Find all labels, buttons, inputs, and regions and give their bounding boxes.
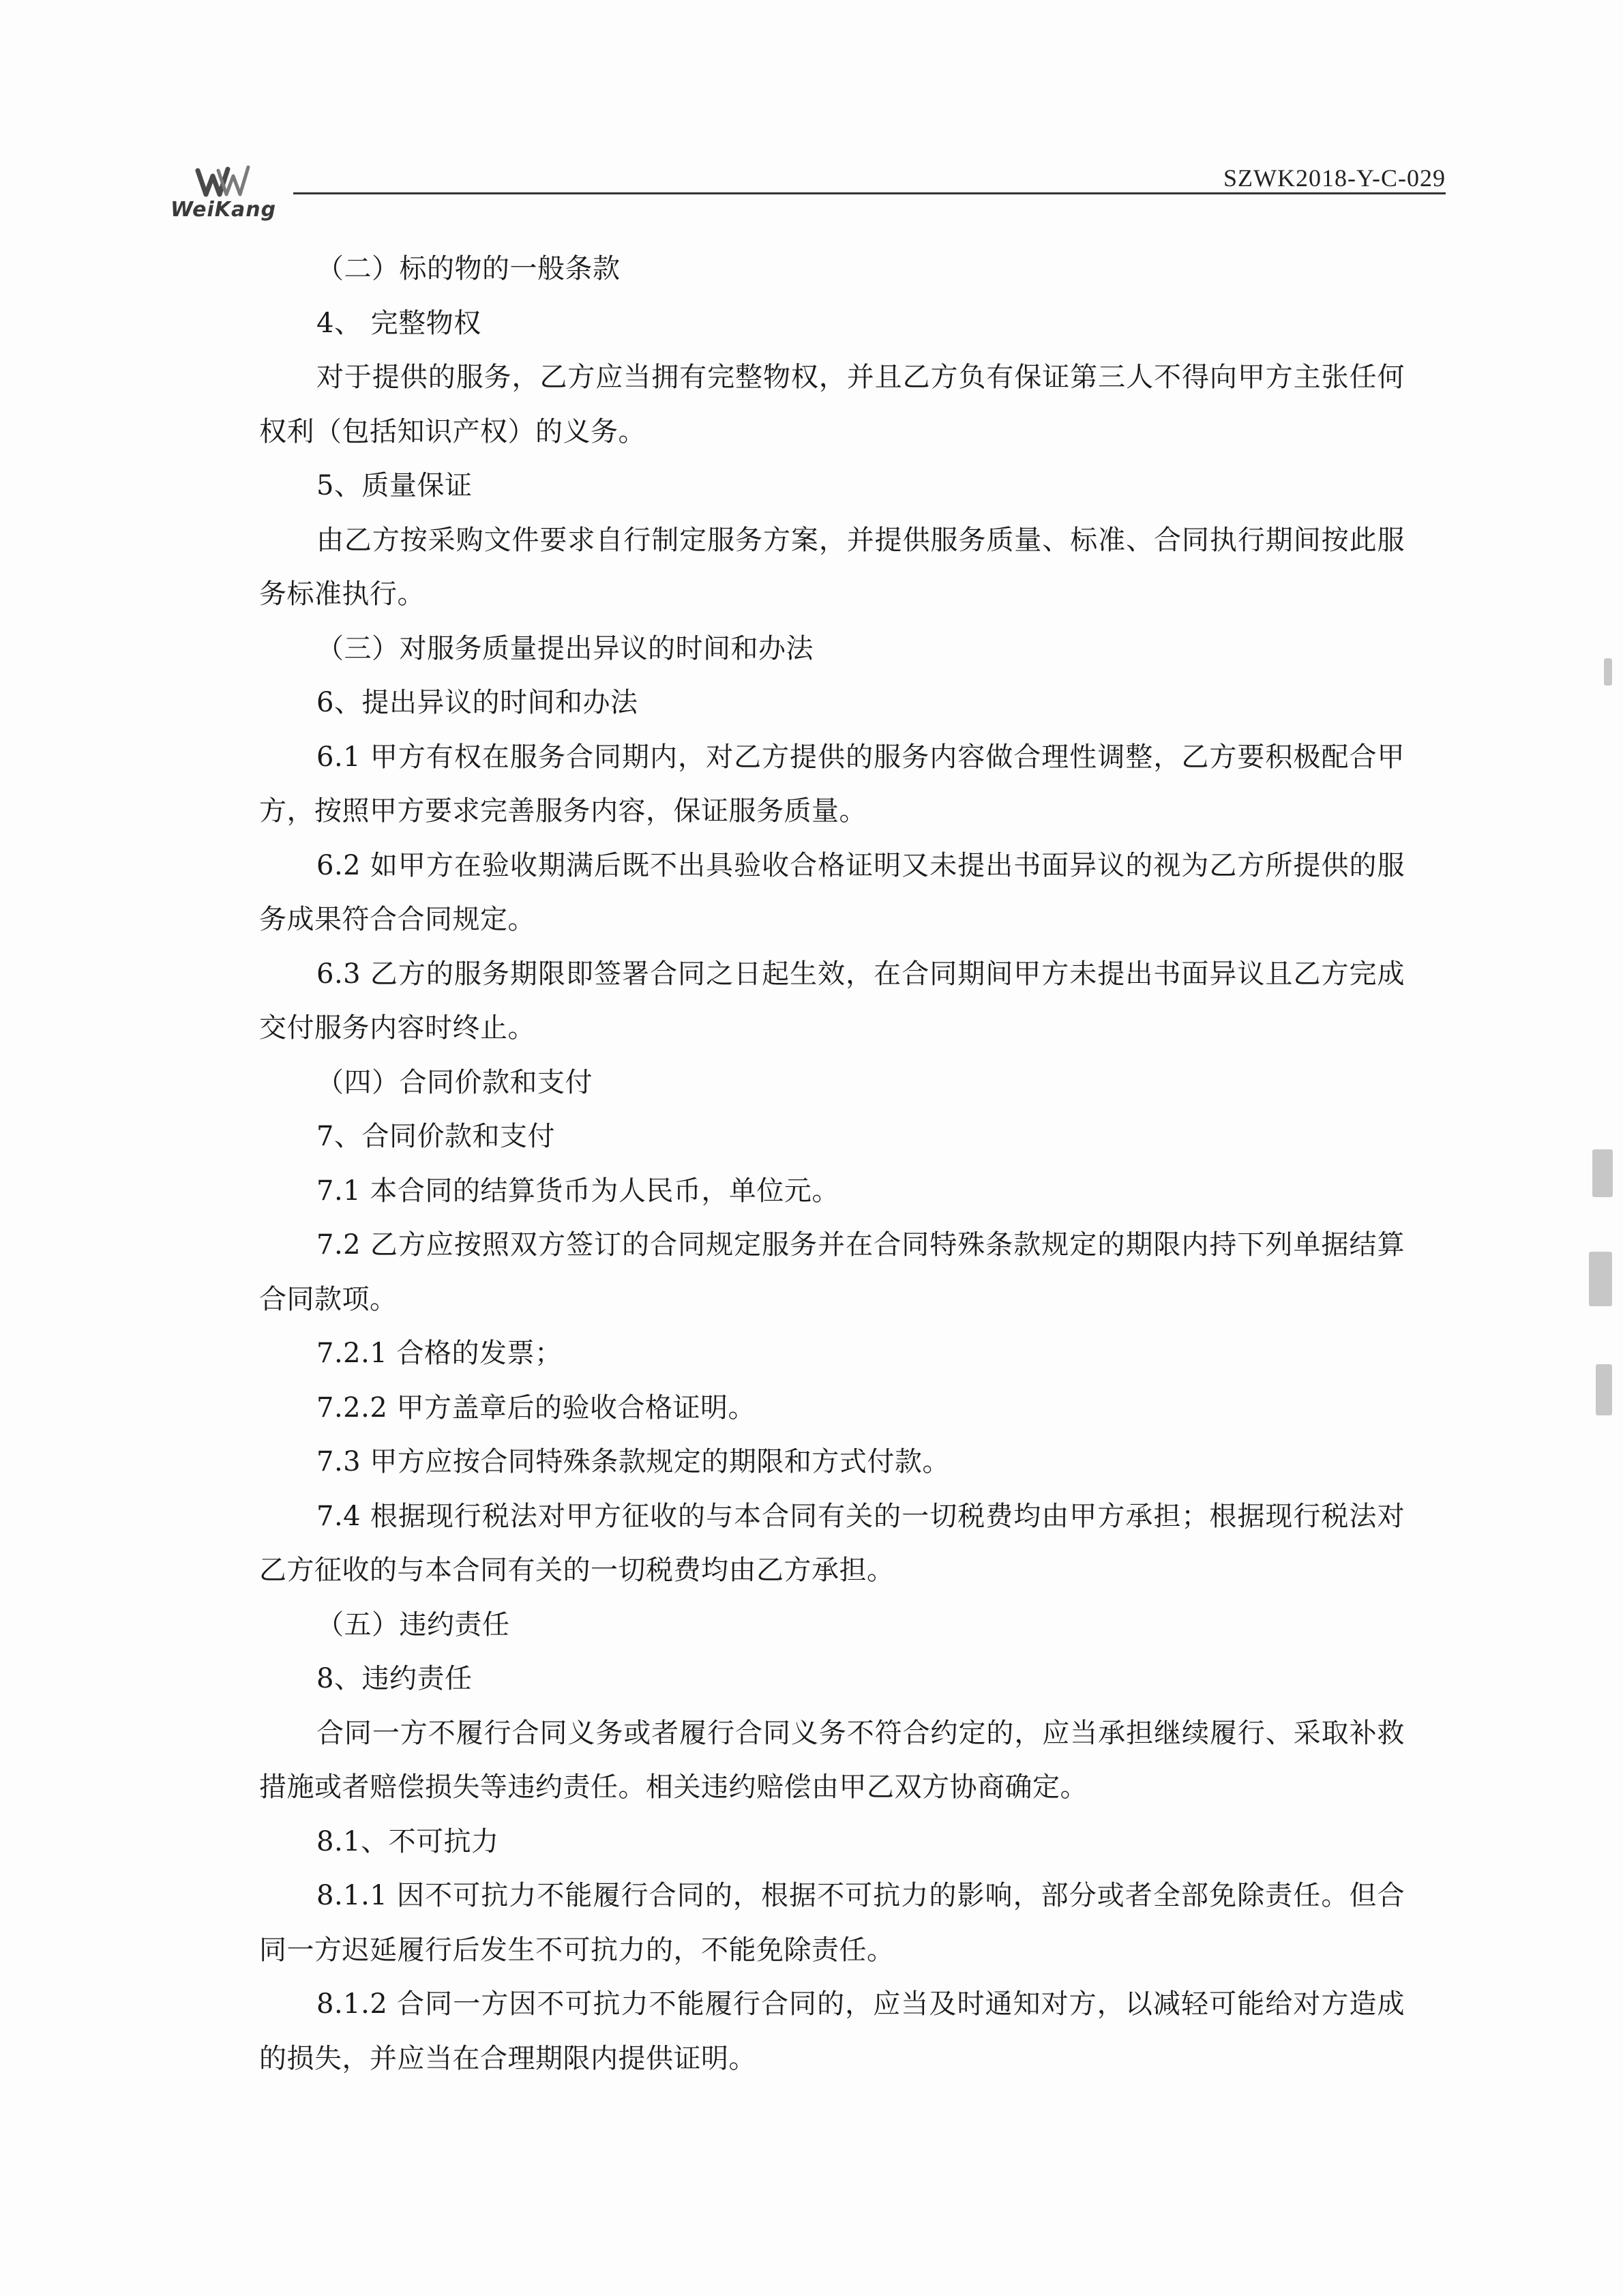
clause-text: 6.1 甲方有权在服务合同期内，对乙方提供的服务内容做合理性调整，乙方要积极配合甲方，按照甲方要求完善服务内容，保证服务质量。	[259, 741, 1405, 827]
clause-heading: 6、提出异议的时间和办法	[316, 687, 638, 718]
scan-speck	[1604, 658, 1612, 686]
document-code: SZWK2018-Y-C-029	[1223, 164, 1446, 192]
clause-text: 对于提供的服务，乙方应当拥有完整物权，并且乙方负有保证第三人不得向甲方主张任何权利（包括知识产权）的义务。	[259, 362, 1405, 447]
clause-heading: 8.1、不可抗力	[316, 1825, 499, 1857]
section-heading: （二）标的物的一般条款	[316, 253, 621, 284]
scan-speck	[1596, 1364, 1612, 1415]
clause-heading: 5、质量保证	[316, 470, 473, 501]
section-heading: （三）对服务质量提出异议的时间和办法	[316, 632, 814, 664]
scan-speck	[1589, 1252, 1612, 1306]
clause-text: 合同一方不履行合同义务或者履行合同义务不符合约定的，应当承担继续履行、采取补救措施或者赔偿损失等违约责任。相关违约赔偿由甲乙双方协商确定。	[259, 1717, 1405, 1803]
header-rule	[293, 192, 1446, 194]
clause-heading: 4、 完整物权	[316, 307, 481, 339]
clause-text: 8.1.1 因不可抗力不能履行合同的，根据不可抗力的影响，部分或者全部免除责任。但合同一方迟延履行后发生不可抗力的，不能免除责任。	[259, 1880, 1405, 1966]
clause-heading: 8、违约责任	[316, 1663, 473, 1694]
section-heading: （五）违约责任	[316, 1608, 510, 1640]
page-header	[157, 150, 1453, 225]
scan-speck	[1592, 1149, 1613, 1197]
contract-body	[259, 242, 1405, 2086]
clause-text: 8.1.2 合同一方因不可抗力不能履行合同的，应当及时通知对方，以减轻可能给对方造成的损失，并应当在合理期限内提供证明。	[259, 1988, 1405, 2074]
clause-text: 由乙方按采购文件要求自行制定服务方案，并提供服务质量、标准、合同执行期间按此服务标准执行。	[259, 524, 1405, 610]
clause-text: 7.3 甲方应按合同特殊条款规定的期限和方式付款。	[316, 1446, 950, 1477]
section-heading: （四）合同价款和支付	[316, 1066, 593, 1098]
clause-text: 6.3 乙方的服务期限即签署合同之日起生效，在合同期间甲方未提出书面异议且乙方完成交付服务内容时终止。	[259, 958, 1405, 1044]
clause-text: 7.2.2 甲方盖章后的验收合格证明。	[316, 1392, 756, 1424]
clause-text: 7.1 本合同的结算货币为人民币，单位元。	[316, 1175, 839, 1207]
logo-wordmark: WeiKang	[170, 198, 277, 222]
clause-text: 6.2 如甲方在验收期满后既不出具验收合格证明又未提出书面异议的视为乙方所提供的服务成果符合合同规定。	[259, 849, 1405, 935]
clause-heading: 7、合同价款和支付	[316, 1121, 555, 1152]
clause-text: 7.2 乙方应按照双方签订的合同规定服务并在合同特殊条款规定的期限内持下列单据结算合同款项。	[259, 1229, 1405, 1315]
clause-text: 7.2.1 合格的发票；	[316, 1338, 563, 1369]
clause-text: 7.4 根据现行税法对甲方征收的与本合同有关的一切税费均由甲方承担；根据现行税法对乙方征收的与本合同有关的一切税费均由乙方承担。	[259, 1500, 1405, 1586]
